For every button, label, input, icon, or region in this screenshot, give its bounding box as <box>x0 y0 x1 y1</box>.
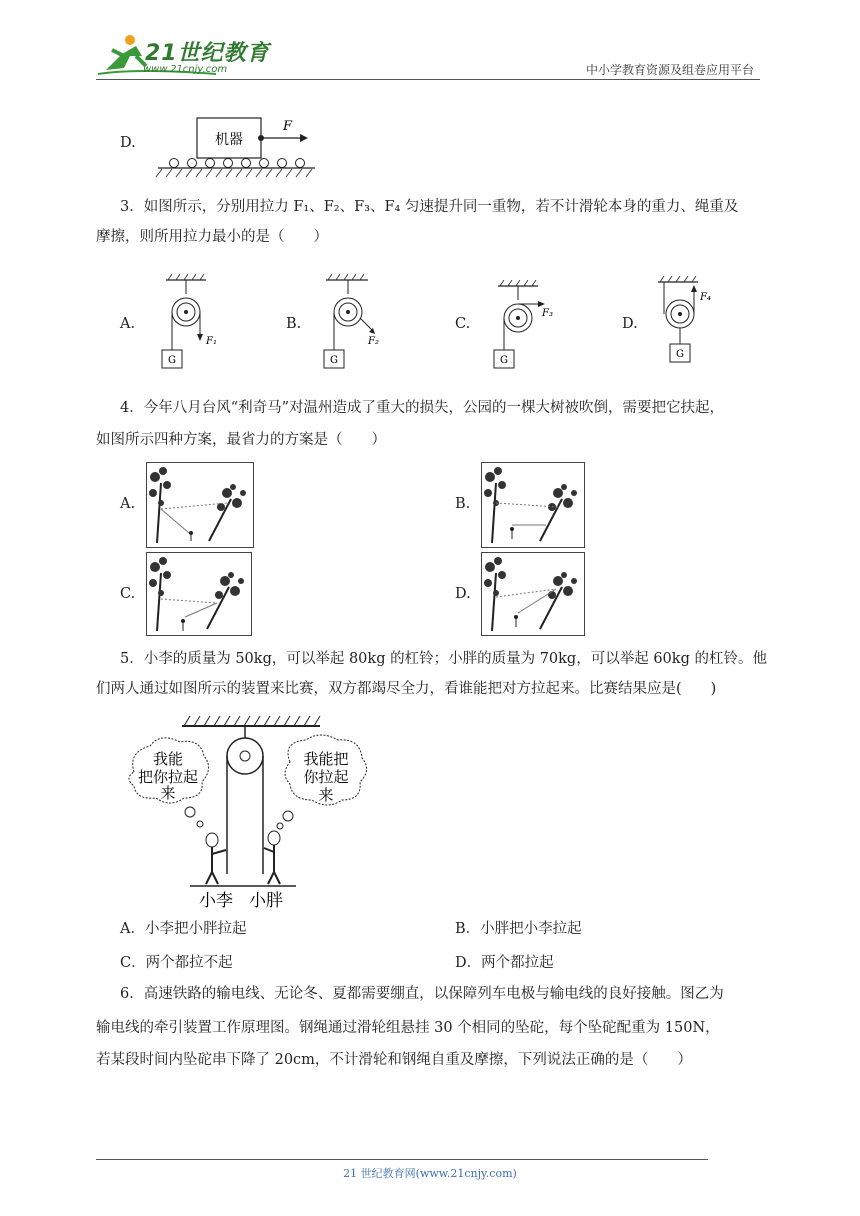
bubble-left-line3: 来 <box>160 784 176 802</box>
force-label-f1: F₁ <box>206 336 217 347</box>
name-left: 小李 <box>199 891 233 910</box>
q5-pulley-contest-figure <box>120 712 380 910</box>
force-label: F <box>283 119 293 134</box>
q3-option-d-label: D. <box>622 316 638 332</box>
q5-answer-d: D．两个都拉起 <box>455 955 554 971</box>
q5-line1: 5．小李的质量为 50kg，可以举起 80kg 的杠铃；小胖的质量为 70kg，可以举起 60kg 的杠铃。他 <box>120 651 767 667</box>
q4-tree-figure-c <box>146 552 252 636</box>
force-label-f4: F₄ <box>700 292 711 303</box>
q3-pulley-d <box>652 276 722 372</box>
q5-line2: 们两人通过如图所示的装置来比赛，双方都竭尽全力，看谁能把对方拉起来。比赛结果应是( ) <box>96 681 717 697</box>
header-divider <box>96 79 760 80</box>
q4-option-d-label: D. <box>455 586 471 602</box>
q4-tree-figure-d <box>481 552 585 636</box>
q3-pulley-b <box>318 274 388 372</box>
footer-divider <box>96 1159 708 1160</box>
q4-tree-figure-b <box>481 462 585 548</box>
logo-text: 21世纪教育 <box>145 41 270 66</box>
bubble-right-line3: 来 <box>318 786 334 804</box>
q4-option-a-label: A. <box>120 496 136 512</box>
q5-answer-c: C．两个都拉不起 <box>120 955 233 971</box>
force-label-f3: F₃ <box>542 308 553 319</box>
q4-line1: 4．今年八月台风“利奇马”对温州造成了重大的损失，公园的一棵大树被吹倒，需要把它扶起， <box>120 400 725 416</box>
q3-line2: 摩擦，则所用拉力最小的是（ ） <box>96 229 328 245</box>
q3-option-a-label: A. <box>120 316 136 332</box>
force-label-f2: F₂ <box>368 336 379 347</box>
q5-answer-a: A．小李把小胖拉起 <box>120 921 247 937</box>
logo-url: www.21cnjy.com <box>143 64 228 75</box>
weight-label: G <box>500 355 508 366</box>
bubble-right-line2: 你拉起 <box>303 768 349 786</box>
q2-machine-figure <box>150 112 320 180</box>
q4-line2: 如图所示四种方案，最省力的方案是（ ） <box>96 432 386 448</box>
q6-line1: 6．高速铁路的输电线、无论冬、夏都需要绷直，以保障列车电极与输电线的良好接触。图乙为 <box>120 986 724 1002</box>
weight-label: G <box>330 355 338 366</box>
q4-option-b-label: B. <box>455 496 471 512</box>
footer-text: 21 世纪教育网(www.21cnjy.com) <box>343 1167 517 1180</box>
q4-option-c-label: C. <box>120 586 136 602</box>
weight-label: G <box>676 349 684 360</box>
name-right: 小胖 <box>249 891 283 910</box>
q3-pulley-c <box>490 280 560 376</box>
header-platform-text: 中小学教育资源及组卷应用平台 <box>585 63 754 77</box>
q3-option-b-label: B. <box>286 316 302 332</box>
weight-label: G <box>168 355 176 366</box>
machine-label: 机器 <box>215 132 243 148</box>
q3-option-c-label: C. <box>455 316 471 332</box>
q3-pulley-a <box>158 274 228 372</box>
bubble-left-line1: 我能 <box>152 750 184 768</box>
q6-line2: 输电线的牵引装置工作原理图。钢绳通过滑轮组悬挂 30 个相同的坠砣，每个坠砣配重为 150N， <box>96 1020 720 1036</box>
bubble-left-line2: 把你拉起 <box>137 768 199 786</box>
q5-answer-b: B．小胖把小李拉起 <box>455 921 582 937</box>
q3-line1: 3．如图所示，分别用拉力 F₁、F₂、F₃、F₄ 匀速提升同一重物，若不计滑轮本身的重力、绳重及 <box>120 199 739 215</box>
q6-line3: 若某段时间内坠砣串下降了 20cm，不计滑轮和钢绳自重及摩擦，下列说法正确的是（ ） <box>96 1052 692 1068</box>
q2-option-d-label: D. <box>120 135 136 151</box>
bubble-right-line1: 我能把 <box>303 750 349 768</box>
q4-tree-figure-a <box>146 462 254 548</box>
